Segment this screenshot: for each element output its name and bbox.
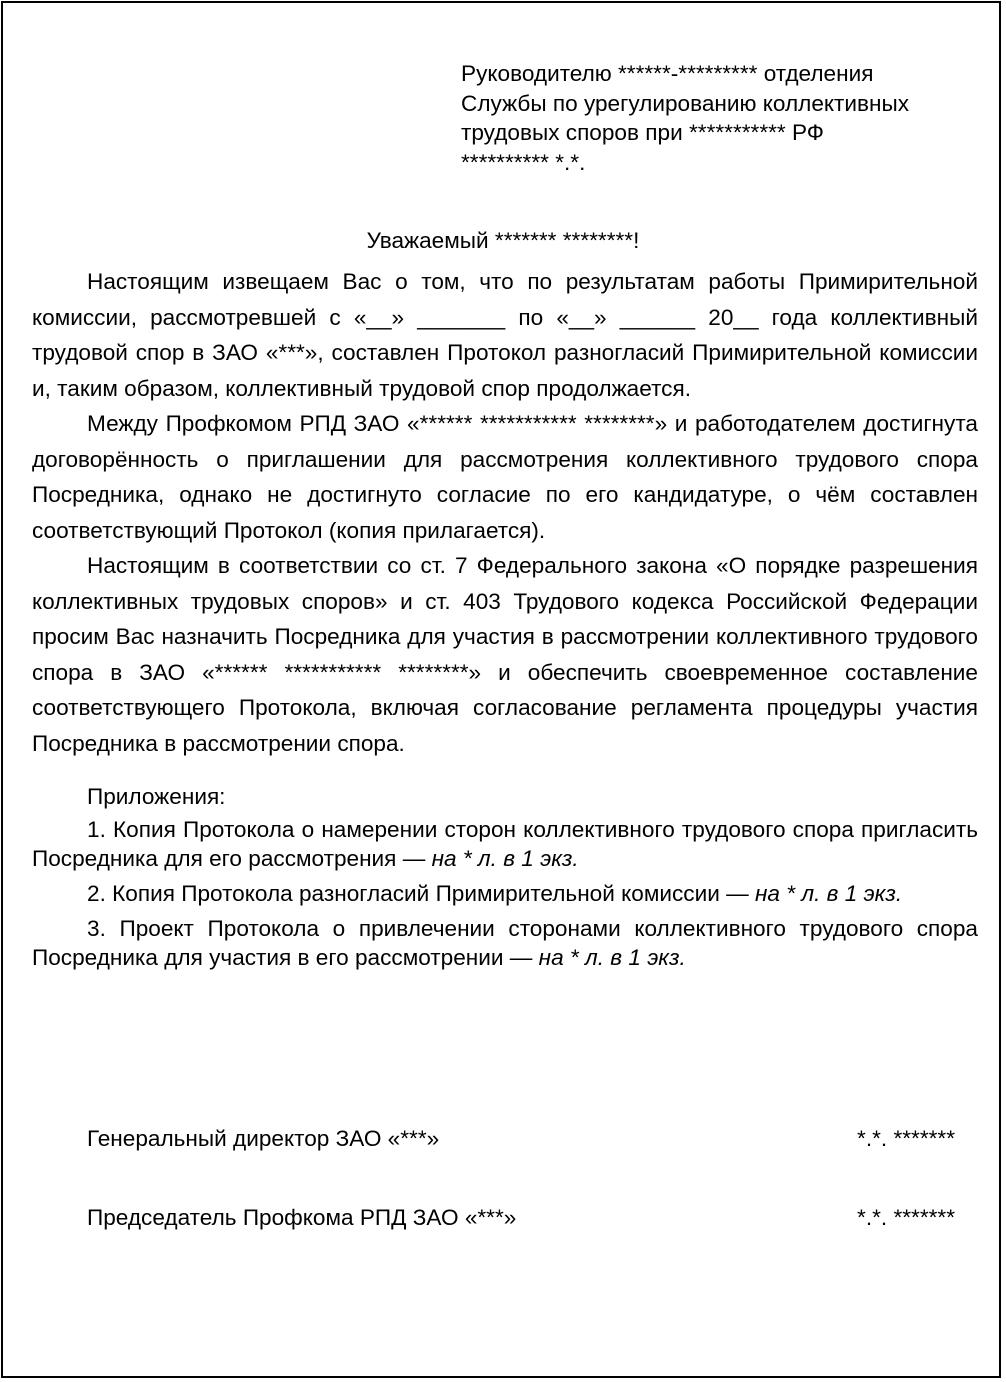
greeting: Уважаемый ******* ********!: [366, 228, 640, 253]
attachment-note: на * л. в 1 экз.: [431, 845, 579, 871]
attachment-text: 3. Проект Протокола о привлечении сторонами коллективного трудового спора Посредника для участия в его рассмотрении —: [32, 915, 978, 970]
body-paragraph: Настоящим извещаем Вас о том, что по результатам работы Примирительной комиссии, рассмотревшей с «__» _______ по «__» ______ 20__ года коллективный трудовой спор в ЗАО «***», составлен Протокол разногласий Примирительной комиссии и, таким образом, коллективный трудовой спор продолжается.: [32, 269, 978, 401]
attachment-item: [32, 815, 978, 879]
attachment-item: [32, 914, 978, 978]
attachments-title: Приложения:: [87, 784, 226, 809]
signature-role: Генеральный директор ЗАО «***»: [87, 1126, 440, 1151]
addressee-block: [461, 59, 981, 177]
document-page: [1, 1, 1001, 1378]
addressee-line: Руководителю ******-********* отделения: [461, 61, 874, 86]
attachment-note: на * л. в 1 экз.: [538, 944, 686, 970]
signature-initials: *.*. *******: [857, 1126, 955, 1151]
signature-initials: *.*. *******: [857, 1205, 955, 1230]
addressee-line: Службы по урегулированию коллективных: [461, 90, 910, 116]
signature-role: Председатель Профкома РПД ЗАО «***»: [87, 1205, 517, 1230]
addressee-line: ********** *.*.: [461, 149, 586, 175]
body-paragraph: Между Профкомом РПД ЗАО «****** *********** ********» и работодателем достигнута договорённость о приглашении для рассмотрения коллективного трудового спора Посредника, однако не достигнуто согласие по его кандидатуре, о чём составлен соответствующий Протокол (копия прилагается).: [32, 411, 978, 543]
attachment-text: 2. Копия Протокола разногласий Примирительной комиссии —: [87, 880, 755, 906]
addressee-line: трудовых споров при *********** РФ: [461, 120, 824, 145]
attachment-note: на * л. в 1 экз.: [754, 880, 903, 906]
letter-body: [32, 264, 978, 978]
attachment-item: [32, 879, 978, 914]
attachment-text: 1. Копия Протокола о намерении сторон коллективного трудового спора пригласить Посредника для его рассмотрения —: [32, 816, 978, 871]
body-paragraph: Настоящим в соответствии со ст. 7 Федерального закона «О порядке разрешения коллективных трудовых споров» и ст. 403 Трудового кодекса Российской Федерации просим Вас назначить Посредника для участия в рассмотрении коллективного трудового спора в ЗАО «****** *********** ********» и обеспечить своевременное составление соответствующего Протокола, включая согласование регламента процедуры участия Посредника в рассмотрении спора.: [32, 553, 978, 756]
